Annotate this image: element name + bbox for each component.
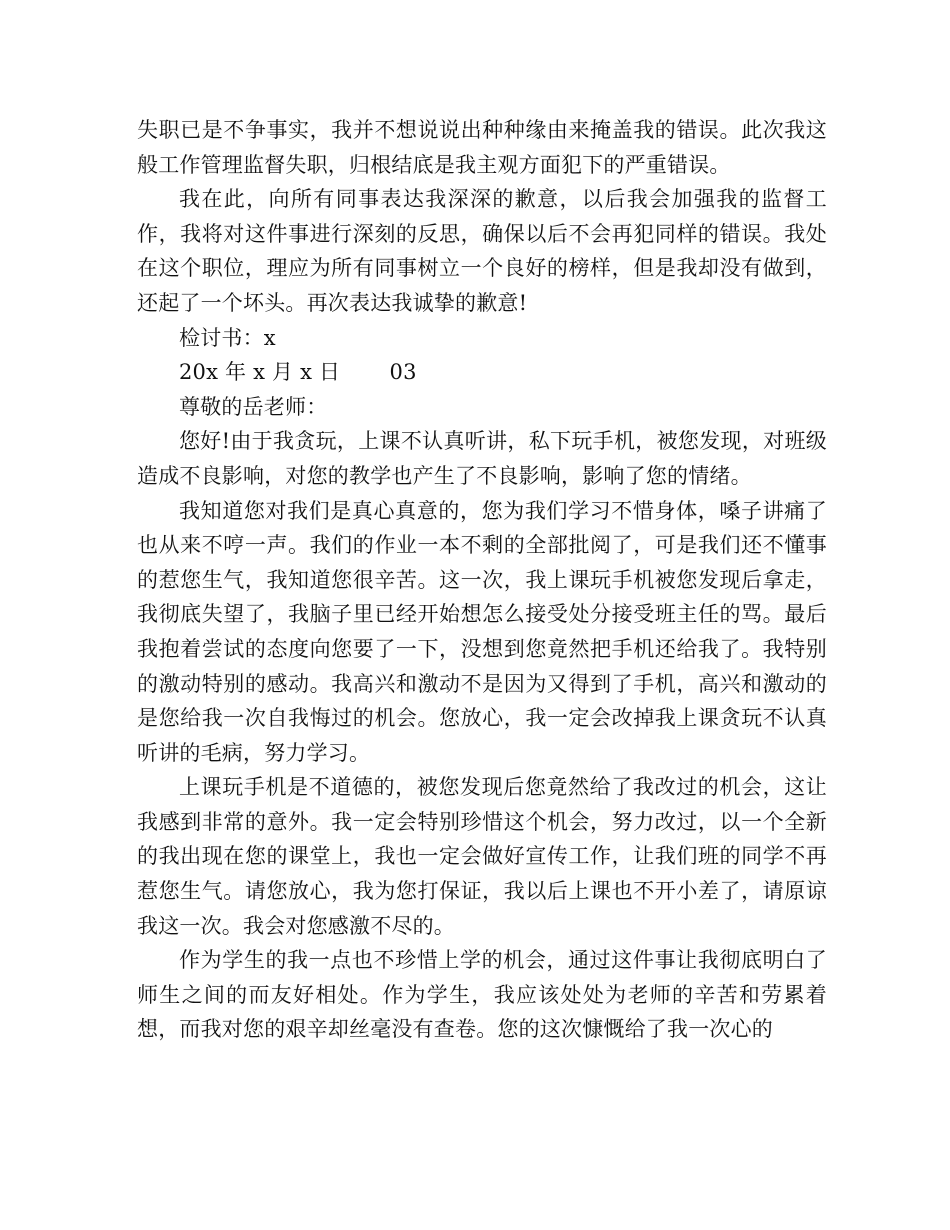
paragraph-2: 我在此，向所有同事表达我深深的歉意，以后我会加强我的监督工作，我将对这件事进行深刻的反思，确保以后不会再犯同样的错误。我处在这个职位，理应为所有同事树立一个良好的榜样，但是我却没有做到，还起了一个坏头。再次表达我诚挚的歉意!	[137, 187, 827, 315]
paragraph-8: 上课玩手机是不道德的，被您发现后您竟然给了我改过的机会，这让我感到非常的意外。我一定会特别珍惜这个机会，努力改过，以一个全新的我出现在您的课堂上，我也一定会做好宣传工作，让我们班的同学不再惹您生气。请您放心，我为您打保证，我以后上课也不开小差了，请原谅我这一次。我会对您感激不尽的。	[137, 775, 827, 938]
paragraph-1: 失职已是不争事实，我并不想说说出种种缘由来掩盖我的错误。此次我这般工作管理监督失职，归根结底是我主观方面犯下的严重错误。	[137, 118, 827, 177]
paragraph-7: 我知道您对我们是真心真意的，您为我们学习不惜身体，嗓子讲痛了也从来不哼一声。我们的作业一本不剩的全部批阅了，可是我们还不懂事的惹您生气，我知道您很辛苦。这一次，我上课玩手机被您发现后拿走，我彻底失望了，我脑子里已经开始想怎么接受处分接受班主任的骂。最后我抱着尝试的态度向您要了一下，没想到您竟然把手机还给我了。我特别的激动特别的感动。我高兴和激动不是因为又得到了手机，高兴和激动的是您给我一次自我悔过的机会。您放心，我一定会改掉我上课贪玩不认真听讲的毛病，努力学习。	[137, 498, 827, 765]
paragraph-3: 检讨书：x	[179, 325, 276, 350]
paragraph-9: 作为学生的我一点也不珍惜上学的机会，通过这件事让我彻底明白了师生之间的而友好相处。作为学生，我应该处处为老师的辛苦和劳累着想，而我对您的艰辛却丝毫没有查卷。您的这次慷慨给了我一次心的	[137, 948, 827, 1042]
paragraph-6: 您好!由于我贪玩，上课不认真听讲，私下玩手机，被您发现，对班级造成不良影响，对您的教学也产生了不良影响，影响了您的情绪。	[137, 429, 827, 488]
document-body	[137, 113, 827, 1047]
paragraph-5: 尊敬的岳老师：	[179, 394, 328, 419]
paragraph-4: 20x 年 x 月 x 日 03	[179, 360, 417, 385]
